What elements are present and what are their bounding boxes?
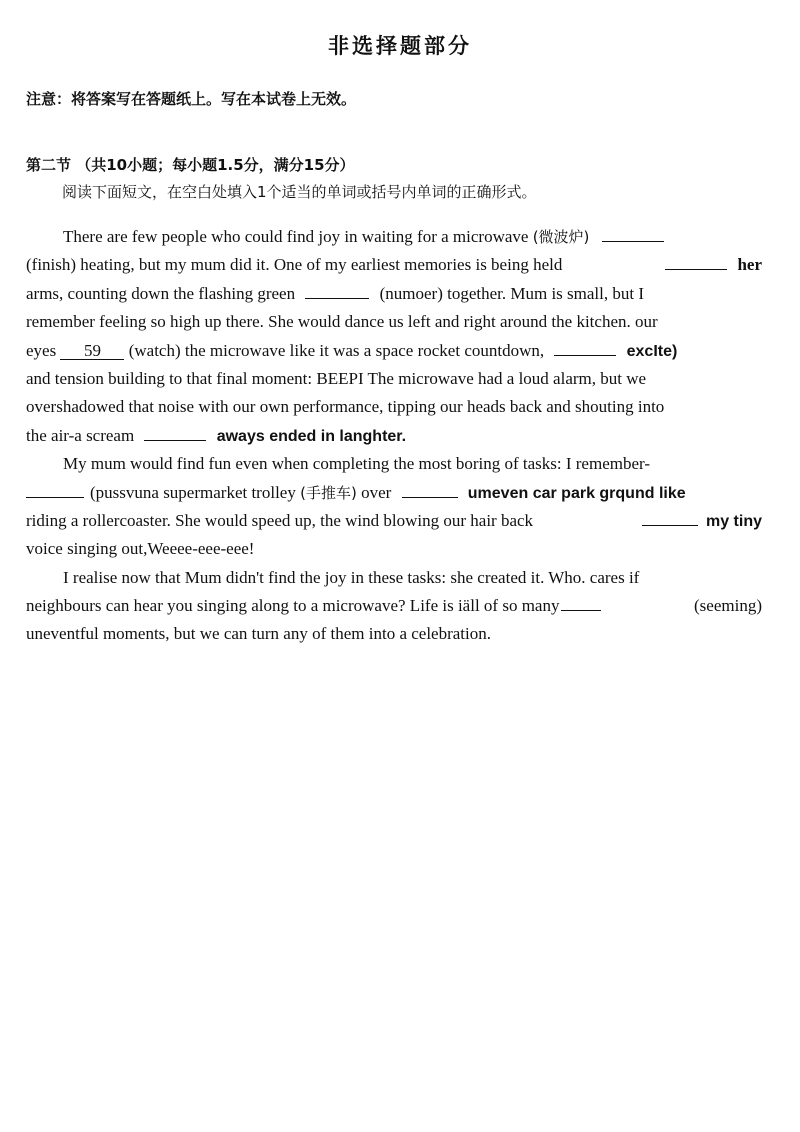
passage-text: uneventful moments, but we can turn any of them into a celebration. <box>26 624 492 644</box>
notice: 注意：将答案写在答题纸上。写在本试卷上无效。 <box>26 90 357 108</box>
passage-text: neighbours can hear you singing along to a microwave? Life is iäll of so many <box>26 596 560 616</box>
passage-line <box>26 535 762 563</box>
passage-text: umeven car park grqund like <box>467 484 686 502</box>
answer-blank <box>554 338 616 356</box>
page-title: 非选择题部分 <box>328 34 472 58</box>
passage-line <box>26 450 762 478</box>
passage-line <box>26 393 762 421</box>
passage-text: (seeming) <box>694 596 762 616</box>
passage-text: and tension building to that final moment: BEEPI The microwave had a loud alarm, but we <box>26 368 647 388</box>
passage-line <box>26 479 762 507</box>
passage-line <box>26 337 762 365</box>
passage-text: excIte) <box>626 342 678 360</box>
passage-text: my tiny <box>705 512 762 530</box>
passage-line <box>26 308 762 336</box>
passage-line <box>26 365 762 393</box>
passage-text: aways ended in langhter. <box>216 427 407 445</box>
passage-line <box>26 507 762 535</box>
answer-blank <box>305 281 369 299</box>
passage-line <box>26 422 762 450</box>
passage-text: over <box>356 482 392 502</box>
instruction: 阅读下面短文，在空白处填入1个适当的单词或括号内单词的正确形式。 <box>62 183 537 201</box>
passage <box>26 223 762 649</box>
chinese-gloss: (手推车) <box>300 483 357 502</box>
passage-text: There are few people who could find joy in waiting for a microwave <box>63 227 533 246</box>
passage-text: (numoer) together. Mum is small, but I <box>379 283 645 303</box>
question-number-blank: 59 <box>60 342 124 360</box>
passage-line <box>26 223 762 251</box>
passage-text: voice singing out,Weeee-eee-eee! <box>26 539 255 559</box>
answer-blank <box>561 593 601 611</box>
passage-text: (watch) the microwave like it was a space rocket countdown, <box>128 340 545 360</box>
passage-text: (finish) heating, but my mum did it. One of my earliest memories is being held <box>26 255 563 275</box>
answer-blank <box>665 252 727 270</box>
passage-line <box>26 251 762 279</box>
section-heading: 第二节 （共10小题；每小题1.5分，满分15分） <box>26 156 355 174</box>
answer-blank <box>642 508 698 526</box>
passage-line <box>26 564 762 592</box>
answer-blank <box>602 224 664 242</box>
passage-text: arms, counting down the flashing green <box>26 283 296 303</box>
passage-text: eyes <box>26 340 57 360</box>
passage-text: overshadowed that noise with our own performance, tipping our heads back and shouting into <box>26 397 665 417</box>
passage-text: riding a rollercoaster. She would speed up, the wind blowing our hair back <box>26 510 534 530</box>
passage-line <box>26 280 762 308</box>
passage-line <box>26 620 762 648</box>
passage-text: My mum would find fun even when completing the most boring of tasks: I remember- <box>63 454 650 474</box>
passage-text: the air-a scream <box>26 425 135 445</box>
answer-blank <box>144 423 206 441</box>
chinese-gloss: (微波炉) <box>532 228 590 246</box>
answer-blank <box>402 480 458 498</box>
passage-text: remember feeling so high up there. She would dance us left and right around the kitchen. our <box>26 312 658 332</box>
passage-text: (pussvuna supermarket trolley <box>90 482 301 502</box>
passage-text: I realise now that Mum didn't find the joy in these tasks: she created it. Who. cares if <box>63 567 640 587</box>
answer-blank <box>26 480 84 498</box>
passage-line <box>26 592 762 620</box>
passage-text: her <box>737 255 762 275</box>
